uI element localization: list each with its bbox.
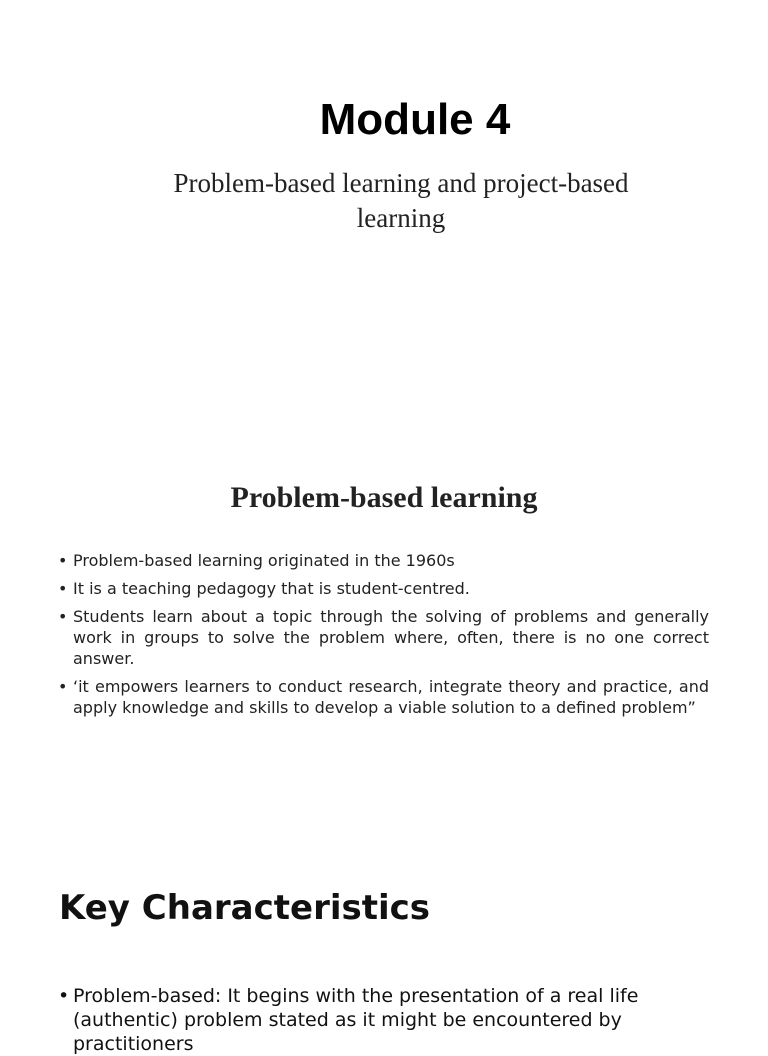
list-item-text: It is a teaching pedagogy that is student-centred.: [73, 579, 470, 598]
key-characteristics-heading: Key Characteristics: [59, 888, 431, 928]
bullet-icon: •: [58, 579, 68, 598]
list-item-text: Students learn about a topic through the solving of problems and generally work in groups to solve the problem where, often, there is no one correct answer.: [73, 607, 709, 668]
list-item: [58, 578, 709, 599]
key-characteristics-list: [58, 984, 709, 1056]
problem-based-learning-list: [58, 550, 709, 725]
problem-based-learning-heading: Problem-based learning: [230, 481, 538, 514]
module-subtitle: Problem-based learning and project-based learning: [173, 168, 629, 233]
module-title: Module 4: [319, 95, 511, 144]
list-item-text: Problem-based: It begins with the presentation of a real life (authentic) problem stated as it might be encountered by practitioners: [73, 985, 639, 1055]
list-item: [58, 676, 709, 718]
bullet-icon: •: [58, 985, 70, 1007]
list-item-text: Problem-based learning originated in the 1960s: [73, 551, 455, 570]
bullet-icon: •: [58, 551, 68, 570]
list-item: [58, 550, 709, 571]
list-item: [58, 606, 709, 669]
bullet-icon: •: [58, 677, 68, 696]
list-item: [58, 984, 709, 1056]
list-item-text: ‘it empowers learners to conduct research, integrate theory and practice, and apply knowledge and skills to develop a viable solution to a defined problem”: [73, 677, 709, 717]
bullet-icon: •: [58, 607, 68, 626]
